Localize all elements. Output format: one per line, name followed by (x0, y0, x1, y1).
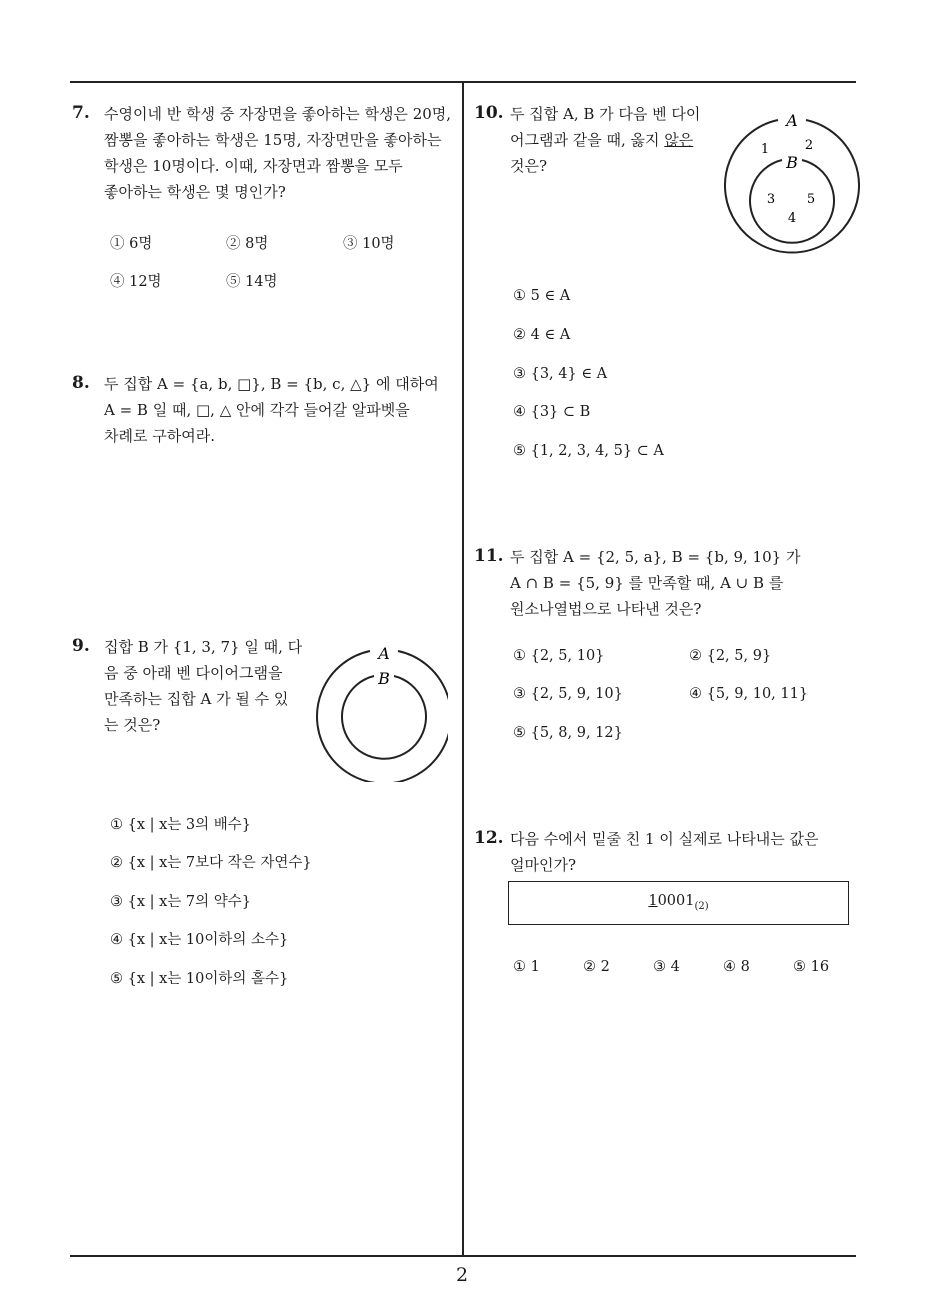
choice-5[interactable]: ⑤ 16 (793, 959, 830, 975)
text-line: 집합 B 가 {1, 3, 7} 일 때, 다 (104, 638, 303, 656)
choice-4[interactable]: ④ 8 (723, 959, 750, 975)
outer-label: A (786, 111, 798, 130)
choice-5[interactable]: ⑤ 14명 (226, 274, 278, 290)
inner-circle (342, 676, 426, 759)
question-text (104, 371, 439, 449)
venn-diagram (723, 108, 861, 254)
text-line: 학생은 10명이다. 이때, 자장면과 짬뽕을 모두 (104, 157, 403, 175)
choice-4[interactable]: ④ {3} ⊂ B (513, 404, 591, 420)
question-text (510, 544, 800, 622)
text-line: A ∩ B = {5, 9} 를 만족할 때, A ∪ B 를 (510, 574, 784, 592)
choice-3[interactable]: ③ 4 (653, 959, 680, 975)
text-line: 수영이네 반 학생 중 자장면을 좋아하는 학생은 20명, (104, 105, 452, 123)
question-text (510, 101, 700, 179)
text-line: 만족하는 집합 A 가 될 수 있 (104, 690, 289, 708)
choice-2[interactable]: ② 4 ∈ A (513, 327, 571, 343)
underlined-word: 않은 (664, 131, 694, 149)
question-number: 12. (474, 828, 504, 848)
choice-2[interactable]: ② 8명 (226, 236, 269, 252)
question-number: 11. (474, 546, 504, 566)
question-number: 7. (72, 103, 90, 123)
choice-3[interactable]: ③ {3, 4} ∈ A (513, 366, 608, 382)
question-text (104, 101, 451, 205)
element-label: 3 (766, 192, 776, 207)
underlined-digit: 1 (648, 893, 658, 909)
text-line: 것은? (510, 157, 548, 175)
choice-1[interactable]: ① {x | x는 3의 배수} (110, 817, 251, 833)
column-divider (462, 82, 464, 1257)
question-number: 9. (72, 636, 90, 656)
element-label: 2 (804, 138, 814, 153)
choice-4[interactable]: ④ {x | x는 10이하의 소수} (110, 932, 289, 948)
text-line: 차례로 구하여라. (104, 427, 215, 445)
choice-5[interactable]: ⑤ {1, 2, 3, 4, 5} ⊂ A (513, 443, 664, 459)
bottom-rule (70, 1255, 856, 1257)
choice-1[interactable]: ① 5 ∈ A (513, 288, 571, 304)
choice-1[interactable]: ① {2, 5, 10} (513, 648, 605, 664)
inner-label: B (378, 669, 390, 688)
page-number: 2 (456, 1264, 469, 1286)
choice-5[interactable]: ⑤ {x | x는 10이하의 홀수} (110, 971, 289, 987)
question-number: 10. (474, 103, 504, 123)
venn-diagram (312, 640, 448, 782)
text-line: 두 집합 A, B 가 다음 벤 다이 (510, 105, 701, 123)
inner-circle (750, 160, 834, 243)
element-label: 5 (806, 192, 816, 207)
element-label: 1 (760, 142, 770, 157)
text-line (510, 127, 700, 153)
binary-number (509, 893, 848, 912)
element-label: 4 (787, 211, 797, 226)
choice-1[interactable]: ① 6명 (110, 236, 153, 252)
outer-label: A (378, 644, 390, 663)
question-text (510, 826, 819, 878)
number-box (508, 881, 849, 925)
choice-3[interactable]: ③ {2, 5, 9, 10} (513, 686, 623, 702)
base-subscript: (2) (694, 900, 709, 912)
text-line: 얼마인가? (510, 856, 577, 874)
text-line: 는 것은? (104, 716, 161, 734)
question-number: 8. (72, 373, 90, 393)
text-line: 두 집합 A = {a, b, □}, B = {b, c, △} 에 대하여 (104, 375, 439, 393)
inner-label: B (786, 153, 798, 172)
choice-4[interactable]: ④ {5, 9, 10, 11} (689, 686, 809, 702)
choice-4[interactable]: ④ 12명 (110, 274, 162, 290)
choice-3[interactable]: ③ {x | x는 7의 약수} (110, 894, 251, 910)
choice-3[interactable]: ③ 10명 (343, 236, 395, 252)
choice-2[interactable]: ② 2 (583, 959, 610, 975)
text-line: 짬뽕을 좋아하는 학생은 15명, 자장면만을 좋아하는 (104, 131, 442, 149)
text-line: A = B 일 때, □, △ 안에 각각 들어갈 알파벳을 (104, 401, 410, 419)
text-line: 두 집합 A = {2, 5, a}, B = {b, 9, 10} 가 (510, 548, 801, 566)
text-line: 다음 수에서 밑줄 친 1 이 실제로 나타내는 값은 (510, 830, 819, 848)
text-line: 음 중 아래 벤 다이어그램을 (104, 664, 283, 682)
text-fragment: 어그램과 같을 때, 옳지 (510, 131, 665, 149)
choice-2[interactable]: ② {2, 5, 9} (689, 648, 772, 664)
choice-5[interactable]: ⑤ {5, 8, 9, 12} (513, 725, 623, 741)
outer-circle (725, 120, 859, 253)
question-text (104, 634, 302, 738)
text-line: 원소나열법으로 나타낸 것은? (510, 600, 702, 618)
choice-1[interactable]: ① 1 (513, 959, 540, 975)
remaining-digits: 0001 (657, 893, 695, 909)
text-line: 좋아하는 학생은 몇 명인가? (104, 183, 286, 201)
choice-2[interactable]: ② {x | x는 7보다 작은 자연수} (110, 855, 312, 871)
